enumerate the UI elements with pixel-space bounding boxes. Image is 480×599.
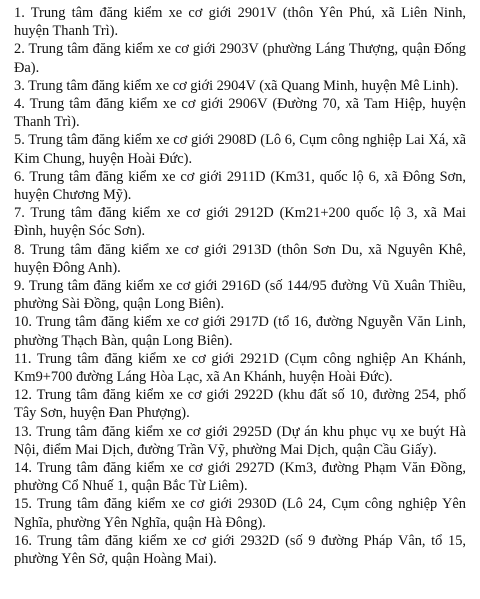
list-item: 9. Trung tâm đăng kiểm xe cơ giới 2916D (số 144/95 đường Vũ Xuân Thiều, phường Sài Đồng, quận Long Biên). — [14, 278, 466, 313]
list-item: 4. Trung tâm đăng kiểm xe cơ giới 2906V (Đường 70, xã Tam Hiệp, huyện Thanh Trì). — [14, 96, 466, 131]
list-item: 11. Trung tâm đăng kiểm xe cơ giới 2921D (Cụm công nghiệp An Khánh, Km9+700 đường Láng Hòa Lạc, xã An Khánh, huyện Hoài Đức). — [14, 350, 466, 386]
list-item: 6. Trung tâm đăng kiểm xe cơ giới 2911D (Km31, quốc lộ 6, xã Đông Sơn, huyện Chương Mỹ). — [14, 168, 466, 204]
list-item: 12. Trung tâm đăng kiểm xe cơ giới 2922D (khu đất số 10, đường 254, phố Tây Sơn, huyện Đan Phượng). — [14, 387, 466, 422]
list-item: 8. Trung tâm đăng kiểm xe cơ giới 2913D (thôn Sơn Du, xã Nguyên Khê, huyện Đông Anh). — [14, 241, 466, 276]
list-item: 13. Trung tâm đăng kiểm xe cơ giới 2925D (Dự án khu phục vụ xe buýt Hà Nội, điểm Mai Dịch, đường Trần Vỹ, phường Mai Dịch, quận Cầu Giấy). — [14, 423, 466, 458]
list-item: 1. Trung tâm đăng kiểm xe cơ giới 2901V (thôn Yên Phú, xã Liên Ninh, huyện Thanh Trì). — [14, 5, 466, 40]
list-item: 14. Trung tâm đăng kiểm xe cơ giới 2927D (Km3, đường Phạm Văn Đồng, phường Cổ Nhuế 1, quận Bắc Từ Liêm). — [14, 460, 466, 495]
list-item: 15. Trung tâm đăng kiểm xe cơ giới 2930D (Lô 24, Cụm công nghiệp Yên Nghĩa, phường Yên Nghĩa, quận Hà Đông). — [14, 496, 466, 531]
list-item: 7. Trung tâm đăng kiểm xe cơ giới 2912D (Km21+200 quốc lộ 3, xã Mai Đình, huyện Sóc Sơn). — [14, 205, 466, 240]
list-item: 3. Trung tâm đăng kiểm xe cơ giới 2904V (xã Quang Minh, huyện Mê Linh). — [14, 77, 459, 94]
list-item: 10. Trung tâm đăng kiểm xe cơ giới 2917D (tổ 16, đường Nguyễn Văn Linh, phường Thạch Bàn, quận Long Biên). — [14, 314, 466, 349]
list-item: 16. Trung tâm đăng kiểm xe cơ giới 2932D (số 9 đường Pháp Vân, tổ 15, phường Yên Sở, quận Hoàng Mai). — [14, 532, 466, 568]
list-item: 5. Trung tâm đăng kiểm xe cơ giới 2908D (Lô 6, Cụm công nghiệp Lai Xá, xã Kim Chung, huyện Hoài Đức). — [14, 132, 466, 167]
list-item: 2. Trung tâm đăng kiểm xe cơ giới 2903V (phường Láng Thượng, quận Đống Đa). — [14, 41, 466, 76]
